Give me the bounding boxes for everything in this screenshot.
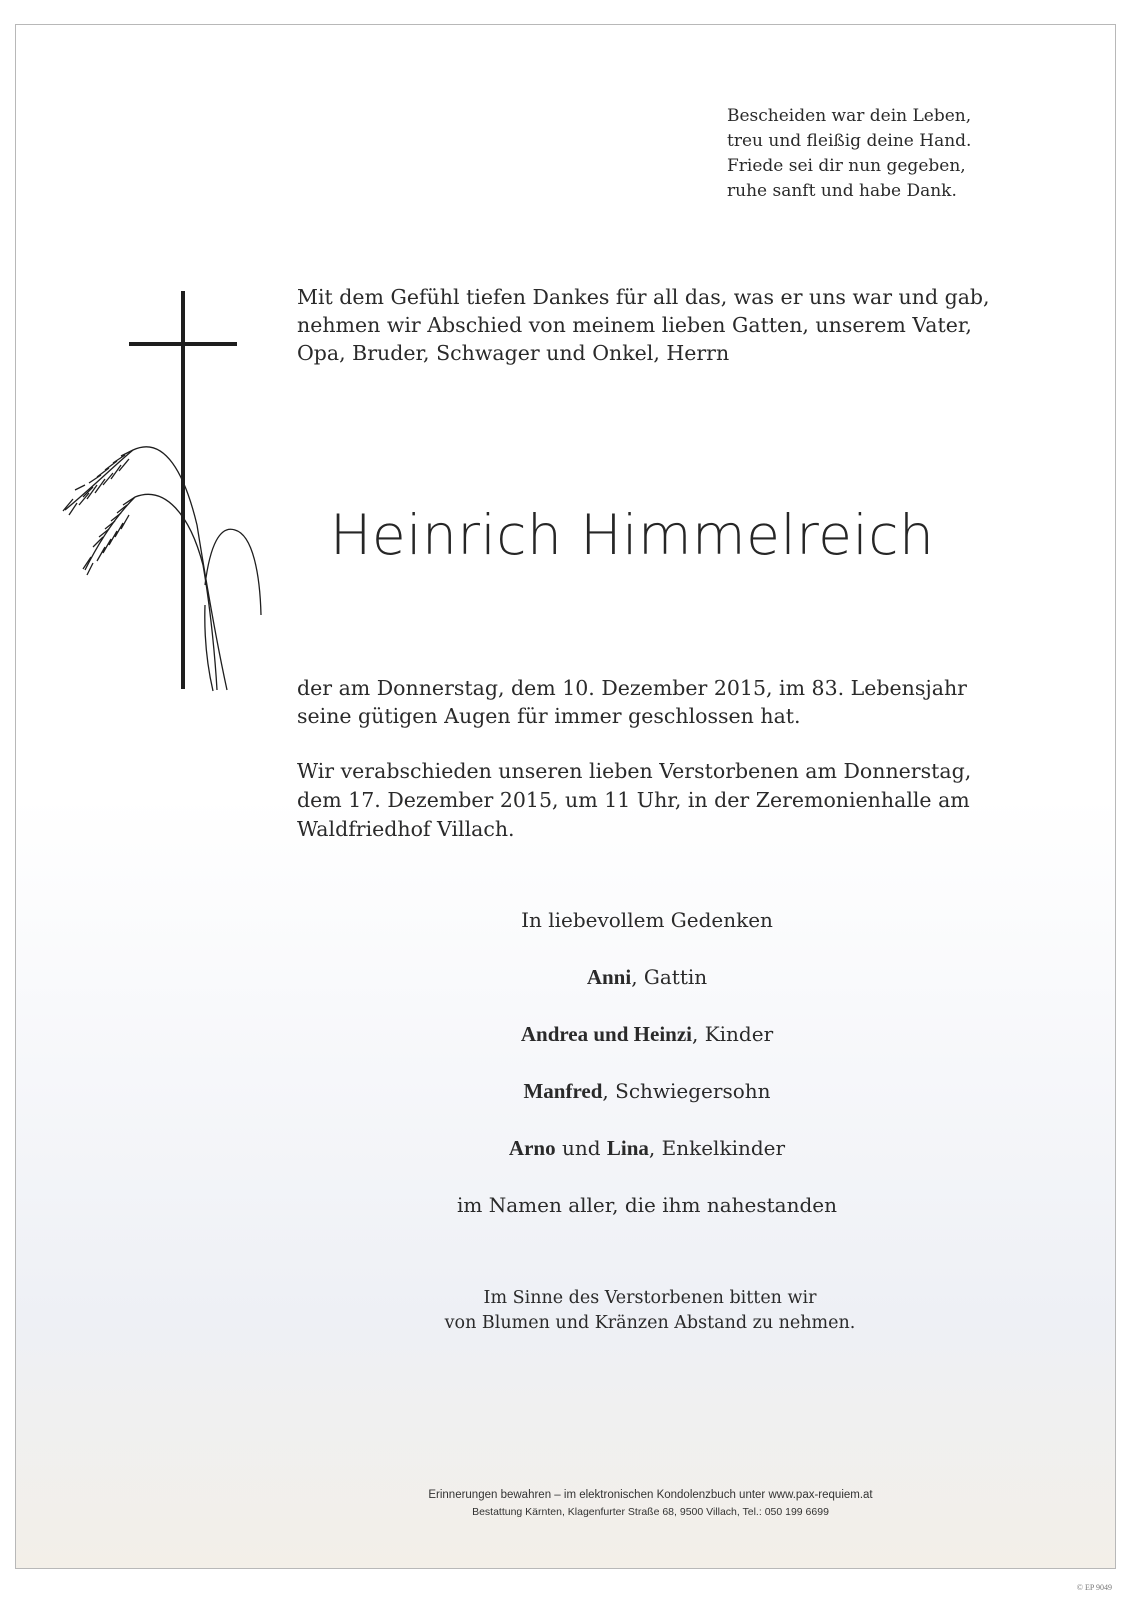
- mourner-grandchildren: [297, 1134, 997, 1191]
- poem-line: Bescheiden war dein Leben,: [727, 106, 972, 126]
- mourner-role: , Kinder: [692, 1022, 774, 1046]
- footer-address-line: Bestattung Kärnten, Klagenfurter Straße 68, 9500 Villach, Tel.: 050 199 6699: [472, 1506, 829, 1518]
- poem: [727, 104, 1047, 204]
- mourner-children: [297, 1020, 997, 1077]
- mourners-closing: im Namen aller, die ihm nahestanden: [457, 1193, 837, 1217]
- poem-line: Friede sei dir nun gegeben,: [727, 156, 966, 176]
- footer: [297, 1487, 1004, 1521]
- poem-line: ruhe sanft und habe Dank.: [727, 181, 957, 201]
- farewell-line: Wir verabschieden unseren lieben Verstorbenen am Donnerstag,: [297, 759, 972, 783]
- intro-line: nehmen wir Abschied von meinem lieben Gatten, unserem Vater,: [297, 313, 972, 337]
- mourner-role: , Schwiegersohn: [602, 1079, 771, 1103]
- flower-wish: [297, 1286, 1003, 1336]
- death-line: der am Donnerstag, dem 10. Dezember 2015, im 83. Lebensjahr: [297, 676, 967, 700]
- farewell-line: Waldfriedhof Villach.: [297, 817, 515, 841]
- mourner-role: , Enkelkinder: [648, 1136, 786, 1160]
- farewell-line: dem 17. Dezember 2015, um 11 Uhr, in der Zeremonienhalle am: [297, 788, 970, 812]
- cross-icon: [129, 291, 237, 689]
- intro-line: Mit dem Gefühl tiefen Dankes für all das, was er uns war und gab,: [297, 285, 990, 309]
- wish-line: Im Sinne des Verstorbenen bitten wir: [483, 1288, 817, 1308]
- footer-condolence-line: Erinnerungen bewahren – im elektronischen Kondolenzbuch unter www.pax-requiem.at: [428, 1489, 873, 1501]
- mourner-name: Anni: [586, 965, 632, 989]
- death-line: seine gütigen Augen für immer geschlossen hat.: [297, 704, 801, 728]
- poem-line: treu und fleißig deine Hand.: [727, 131, 972, 151]
- mourner-name: Lina: [606, 1136, 649, 1160]
- mourner-name: Manfred: [523, 1079, 603, 1103]
- farewell-paragraph: [297, 757, 1017, 844]
- mourner-connector: und: [555, 1136, 607, 1160]
- cross-and-wheat-emblem: [55, 285, 270, 705]
- mourner-role: , Gattin: [631, 965, 708, 989]
- deceased-name: Heinrich Himmelreich: [330, 503, 935, 567]
- mourner-name: Andrea und Heinzi: [520, 1022, 692, 1046]
- mourner-name: Arno: [508, 1136, 556, 1160]
- print-code: © EP 9049: [1076, 1583, 1112, 1592]
- death-notice: [297, 674, 1017, 730]
- mourner-spouse: [297, 963, 997, 1020]
- mourners-heading: In liebevollem Gedenken: [521, 908, 773, 932]
- wish-line: von Blumen und Kränzen Abstand zu nehmen.: [444, 1313, 856, 1333]
- mourners-list: [297, 906, 997, 1248]
- mourner-son-in-law: [297, 1077, 997, 1134]
- intro-paragraph: [297, 283, 1017, 367]
- intro-line: Opa, Bruder, Schwager und Onkel, Herrn: [297, 341, 730, 365]
- wheat-icon: [63, 447, 261, 691]
